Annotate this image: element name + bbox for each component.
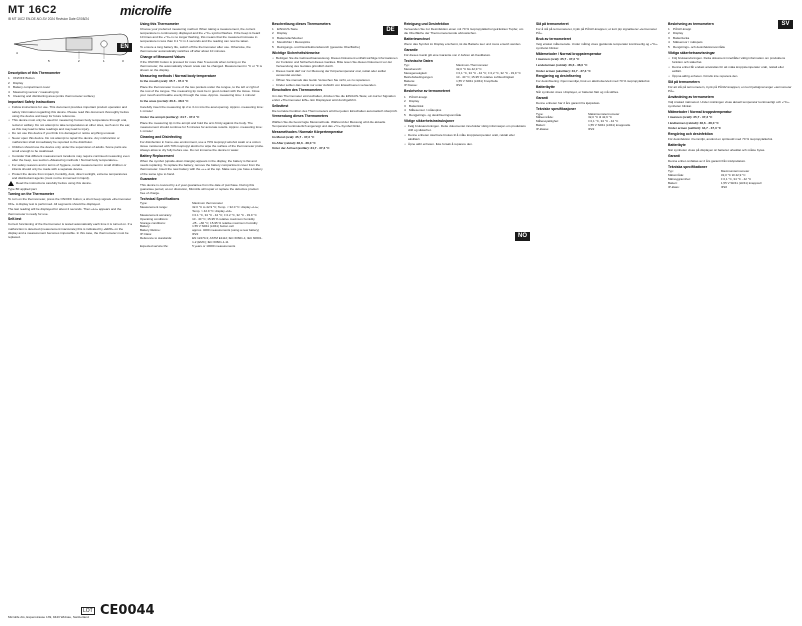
method-rectal-desc: Carefully insert the measuring tip 2 to 3 cm into the anal opening. Approx. measuring time: 1 minute!: [140, 104, 264, 114]
no-axillary: Under armen (aksillær): 34,7 - 37,3 °C: [536, 68, 591, 73]
part-item: 1 ON/OFF Button: [8, 76, 35, 81]
methods-title: Measuring methods / Normal body temperature: [140, 74, 217, 79]
safety-item: • Följ bruksanvisningen. Detta dokument innehåller viktig information om produktens funktion och säkerhet.: [668, 56, 794, 64]
de-safety-title: Wichtige Sicherheitshinweise: [272, 50, 320, 55]
sv-methods-title: Mätmetoder / Normal kroppstemperatur: [668, 109, 732, 114]
safety-item: • For safety reasons and in terms of hygiene, rectal measurement in small children or infants should only be made with a separate device.: [8, 163, 132, 171]
spec-row: Storage conditions: -25 - +60 °C; 15-95 % relative maximum humidity: [140, 220, 258, 225]
de-specs-title: Technische Daten: [404, 58, 433, 63]
spec-row: Type: Maksimumstermometer: [536, 111, 620, 116]
sv-description-title: Beskrivning av termometern: [668, 21, 714, 26]
spec-row: Målenøyaktighet: ± 0,1 °C, 34 °C - 42 °C: [536, 119, 619, 124]
method-rectal: In the anus (rectal): 36.6 - 38.0 °C: [140, 99, 189, 104]
battery-title: Battery Replacement: [140, 153, 174, 158]
safety-item: • Never open this device. Do not attempt to repair the device. Any misfunction or malfunction shall immediately be reported to the distributor.: [8, 136, 132, 144]
spec-row: Batteri: 1,55 V SR41 (LR41) knappcell: [668, 181, 762, 186]
spec-row: Batterie: 1,55 V SR41 (LR41) Knopfzelle: [404, 78, 498, 83]
safety-item: • Öffnen Sie niemals das Gerät. Versuchen Sie nicht, es zu reparieren.: [272, 78, 398, 82]
specs-table: [140, 202, 264, 249]
no-specs-table: [536, 113, 660, 133]
part-item: 3 Batterilucka: [668, 35, 690, 40]
thermometer-drawing: [8, 22, 132, 68]
turning-on-text: To turn on the thermometer, press the ON/OFF button; a short beep signals «thermometer ON». A display test is performed. All segments should be displayed.: [8, 197, 132, 206]
spec-row: IP Klasse: IP22: [404, 82, 463, 87]
de-specs-table: [404, 64, 528, 87]
de-warranty-text: Für dieses Gerät gilt eine Garantie von 2 Jahren ab Kaufdatum.: [404, 52, 492, 57]
spec-row: Måleområde: 32,0 °C til 42,9 °C: [536, 115, 612, 120]
warning-icon: [8, 181, 14, 186]
part-item: 3 Batteriefachdeckel: [272, 35, 303, 40]
part-item: 2 Display: [272, 31, 288, 36]
spec-row: Messbereich: 32,0 °C bis 42,9 °C: [404, 66, 482, 71]
cleaning-text: For disinfection in home-use environment, use a 70% isopropyl alcohol swab or a cotton tissue moistened with 70% isopropyl alcohol to wipe the surface of the thermometer probe. Always allow to dry fully before use. Do not immerse the device in water.: [140, 139, 264, 153]
sv-use-text: Välj önskad mätmetod. Under mätningen visas aktuell temperatur kontinuerligt och «°C»-symbolen blinkar.: [668, 99, 790, 108]
using-text: Choose your preferred measuring method. When taking a measurement, the current temperature is continuously displayed and the «°C» symbol flashes. If the beep is heard 10 times and the «°C» is no longer flashing, this means that the measured increase in temperature is less than 0.1 °C in 4 seconds and the reading can now be taken.: [140, 26, 261, 44]
de-use-text: Wählen Sie die bevorzugte Messmethode. Während der Messung wird die aktuelle Temperatur kontinuierlich angezeigt und das «°C»-Symbol blinkt.: [272, 119, 386, 128]
sv-warranty-text: Denna enhet omfattas av 2 års garanti från inköpsdatum.: [668, 159, 747, 164]
column-en-1: [8, 20, 132, 618]
safety-item: • Öppna aldrig enheten. Försök inte reparera den.: [668, 74, 794, 78]
part-item: 3 Battery compartment cover: [8, 85, 51, 90]
part-item: 1 PÅ/AV-knapp: [668, 26, 692, 31]
no-use-text: Velg ønsket målemetode. Under måling vises gjeldende temperatur kontinuerlig og «°C»-symbolet blinker.: [536, 41, 658, 51]
battery-note: To ensure a long battery life, switch off the thermometer after use. Otherwise, the thermometer automatically switches off after about 10 minutes.: [140, 45, 251, 54]
no-warranty-title: Garanti: [536, 96, 548, 101]
de-selftest-title: Selbsttest: [272, 103, 289, 108]
safety-item: • Protect the device from impact, humidity, dust, direct sunlight, extreme temperatures and disinfectant agents (must not be immersed in liquid).: [8, 172, 132, 180]
svg-text:2: 2: [78, 59, 80, 63]
part-item: 4 Mätsensor / mätspets: [668, 40, 703, 45]
sv-on-text: För att slå på termometern, tryck på PÅ/AV-knappen; en kort ljudsignal anger «termometer PÅ».: [668, 84, 792, 93]
sv-oral: I munnen (oralt): 35,7 - 37,3 °C: [668, 114, 713, 119]
read-instructions-note: Read the instructions carefully before using this device.: [8, 181, 132, 185]
spec-row: Messgenauigkeit: ± 0,1 °C, 34 °C - 42 °C; ± 0,2 °C, 32 °C - 33,9 °C: [404, 70, 521, 75]
specs-title: Technical Specifications: [140, 196, 180, 201]
de-axillary: Unter der Achsel (axillar): 34,7 - 37,3 °C: [272, 146, 330, 151]
svg-text:1: 1: [103, 59, 105, 63]
safety-item: • Do not use this device if you think it is damaged or notice anything unusual.: [8, 131, 132, 135]
using-title: Using this Thermometer: [140, 21, 179, 26]
part-item: 2 Display: [668, 31, 684, 36]
ce-mark: CE0044: [100, 603, 155, 618]
sv-cleaning-title: Rengöring och desinfektion: [668, 132, 713, 137]
safety-item: • Consider that different measurement locations may require continued measuring even after the beep, see section «Measuring methods / Normal body temperature».: [8, 154, 132, 162]
sv-use-title: Användning av termometern: [668, 94, 714, 99]
no-cleaning-text: For desinfisering i hjemmemiljø, bruk en alkoholserviett med 70 % isopropylalkohol.: [536, 79, 651, 84]
part-item: 4 Målesensor / målespiss: [404, 108, 442, 113]
column-sv: [668, 20, 794, 618]
de-methods-title: Messmethoden / Normale Körpertemperatur: [272, 129, 343, 134]
cleaning-title: Cleaning and Disinfecting: [140, 134, 182, 139]
brand-logo: microlife: [120, 3, 172, 18]
part-item: 2 Display: [404, 99, 420, 104]
important-title: Important Safety Instructions: [8, 100, 56, 105]
self-test-title: Self-test: [8, 217, 22, 222]
description-title: Description of this Thermometer: [8, 71, 61, 75]
column-no: [536, 20, 660, 618]
method-axillary-desc: Place the measuring tip in the armpit and hold the arm firmly against the body. The measurement should continue for 5 minutes for accurate results. Approx. measuring time: 1 minute!: [140, 120, 263, 133]
sv-warranty-title: Garanti: [668, 154, 680, 159]
change-scale-text: If the ON/OFF button is pressed for more than 5 seconds when turning on the thermometer, the automatically shown scale can be changed. Measurement in °C or °F is shown on the display.: [140, 60, 262, 73]
document-reference: IB MT 16C2 EN-DE-NO-SV 2024 Revision Date 02/08/24: [8, 17, 89, 21]
language-badge-no: NO: [515, 232, 530, 241]
no-oral: I munnen (oral): 35,7 - 37,3 °C: [536, 57, 580, 62]
de-on-title: Einschalten des Thermometers: [272, 88, 323, 93]
no-description-title: Beskrivelse av termometeret: [404, 89, 451, 94]
no-warranty-text: Denne enheten har 2 års garanti fra kjøpsdato.: [536, 101, 601, 106]
no-safety-title: Viktige sikkerhetsinstruksjoner: [404, 118, 455, 123]
spec-row: Betriebsbedingungen: 10 - 40 °C; 15-95 % relative Luftfeuchtigkeit: [404, 74, 514, 79]
de-battery-title: Batteriewechsel: [404, 36, 430, 41]
part-item: 5 Reinigungs- und Desinfektionsbereich (gesamte Oberfläche): [272, 44, 360, 49]
safety-item: • Denna enhet får endast användas för att mäta kroppstemperatur oralt, rektalt eller axillärt.: [668, 65, 794, 73]
svg-text:5: 5: [48, 59, 50, 63]
column-de-2: [404, 20, 528, 618]
no-use-title: Bruk av termometeret: [536, 36, 572, 41]
spec-row: Battery lifetime: approx. 4000 measurements (using a new battery): [140, 228, 260, 233]
warranty-text: This device is covered by a 2 year guarantee from the date of purchase. During this guarantee period, at our discretion, Microlife will repair or replace the defective product free of charge.: [140, 182, 259, 195]
spec-row: Battery: 1.55 V SR41 (LR41) button cell: [140, 224, 234, 229]
method-axillary: Under the armpit (axillary): 34.7 - 37.3 °C: [140, 114, 200, 119]
no-battery-text: Når symbolet vises i displayet, er batteriet flatt og må skiftes.: [536, 90, 620, 95]
de-cleaning-text: Verwenden Sie zur Desinfektion einen mit 70 % Isopropylalkohol getränkten Tupfer, um die Oberfläche der Thermometersonde abzuwischen.: [404, 26, 524, 35]
no-battery-title: Batteribytte: [536, 85, 555, 90]
safety-item: • Åpne aldri enheten. Ikke forsøk å reparere den.: [404, 142, 528, 146]
part-item: 1 PÅ/AV-knapp: [404, 94, 428, 99]
de-description-title: Beschreibung dieses Thermometers: [272, 21, 331, 26]
spec-row: Typ: Maximum-Thermometer: [404, 63, 489, 68]
sv-safety-title: Viktiga säkerhetsanvisningar: [668, 50, 715, 55]
de-warranty-title: Garantie: [404, 47, 418, 52]
spec-row: Measurement range: 32.0 °C to 42.9 °C; Temp. < 32.0 °C: display «Lo»; Temp. > 42.9 °C: display «Hi»: [140, 204, 259, 213]
de-rectal: Im After (rektal): 36,6 - 38,0 °C: [272, 140, 316, 145]
spec-row: Type: Maximum thermometer: [140, 201, 223, 206]
warranty-title: Guarantee: [140, 177, 157, 182]
safety-item: • Følg bruksanvisningen. Dette dokumentet inneholder viktig informasjon om produktets drift og sikkerhet.: [404, 124, 528, 132]
method-oral: In the mouth (oral): 35.7 - 37.3 °C: [140, 79, 189, 84]
de-battery-text: Wenn das Symbol im Display erscheint, ist die Batterie leer und muss ersetzt werden.: [404, 41, 522, 46]
column-de-1: [272, 20, 398, 618]
lot-symbol: LOT: [83, 608, 93, 614]
part-item: 5 Rengjørings- og desinfiseringsområde: [404, 112, 462, 117]
part-item: 4 Measuring sensor / measuring tip: [8, 89, 59, 94]
svg-text:3: 3: [122, 59, 124, 63]
safety-item: • Befolgen Sie die Gebrauchsanweisung. Dieses Dokument enthält wichtige Informationen zur Funktion und Sicherheit dieses Gerätes. Bitte lesen Sie dieses Dokument vor der Verwendung des Gerätes gründlich durch.: [272, 56, 398, 68]
sv-battery-title: Batteribyte: [668, 143, 686, 148]
self-test-text: Correct functioning of the thermometer is tested automatically each time it is turned on. If a malfunction is detected (measurement inaccurate) this is indicated by «ERR» on the display and a measurement becomes impossible. In this case, the thermometer must be replaced.: [8, 222, 132, 239]
spec-row: Reference to standards: EN 12470-3; ASTM E1112; IEC 60601-1; IEC 60601-1-2 (EMC); IEC 60601-1-11: [140, 236, 263, 245]
part-item: 2 Display: [8, 80, 24, 85]
sv-axillary: Under armen (axillärt): 34,7 - 37,3 °C: [668, 126, 721, 131]
no-cleaning-title: Rengjøring og desinfisering: [536, 74, 582, 79]
spec-row: Expected service life: 5 years or 10000 measurements: [140, 244, 236, 248]
model-name: MT 16C2: [8, 4, 57, 16]
part-item: 5 Rengörings- och desinfektionsområde: [668, 44, 726, 49]
part-item: 5 Cleaning and disinfecting area (entire thermometer surface): [8, 94, 95, 99]
part-item: 4 Messfühler / Messspitze: [272, 40, 311, 45]
memory-text: The last reading will be displayed for about 2 seconds. Then «Lo» appears and the thermometer is ready for use.: [8, 207, 122, 216]
spec-row: Mätnoggrannhet: ± 0,1 °C, 34 °C - 42 °C: [668, 177, 752, 182]
spec-row: IP Class: IP22: [140, 232, 199, 237]
language-badge-de: DE: [383, 26, 398, 35]
safety-item: • Follow instructions for use. This document provides important product operation and safety information regarding this device. Please read this document thoroughly before using the device and keep for future reference.: [8, 105, 132, 117]
sv-cleaning-text: För desinfektion i hemmiljö, använd en spritsudd med 70 % isopropylalkohol.: [668, 137, 774, 142]
sv-specs-title: Tekniska specifikationer: [668, 165, 708, 170]
svg-text:4: 4: [16, 51, 18, 55]
sv-specs-table: [668, 170, 794, 190]
spec-row: Mätområde: 32,0 °C till 42,9 °C: [668, 173, 746, 178]
safety-item: • Denne enheten skal bare brukes til å måle kroppstemperatur oralt, rektalt eller aksillært.: [404, 133, 528, 141]
safety-item: • Dieses Gerät darf nur zur Messung der Körpertemperatur oral, rektal oder axillar verwendet werden.: [272, 69, 398, 77]
turning-on-title: Turning on the Thermometer: [8, 192, 55, 197]
no-specs-title: Tekniske spesifikasjoner: [536, 107, 576, 112]
battery-text: When the symbol (upside-down triangle) appears in the display, the battery is flat and needs replacing. To replace the battery, remove the battery compartment cover from the thermometer. Insert the new battery with the «+» at the top. Make sure you have a battery of the same type to hand.: [140, 159, 263, 176]
safety-item: • This device must only be used for measuring human body temperature through oral, rectal or axillary. Do not attempt to take temperatures at other sites, such as in the ear, as this may lead to false readings and may lead to injury.: [8, 118, 132, 130]
de-on-text: Um das Thermometer einzuschalten, drücken Sie die EIN/AUS-Taste; ein kurzer Signalton ertönt «Thermometer EIN». Ein Displaytest wird durchgeführt.: [272, 93, 396, 102]
spec-row: Typ: Maximumtermometer: [668, 169, 750, 174]
part-item: 3 Batterilokk: [404, 103, 424, 108]
thermometer-illustration: [8, 22, 132, 68]
sv-on-title: Slå på termometern: [668, 79, 700, 84]
spec-row: Measurement accuracy: ± 0.1 °C, 34 °C - 42 °C; ± 0.2 °C, 32 °C - 33.9 °C: [140, 212, 257, 217]
method-oral-desc: Place the thermometer in one of the two pockets under the tongue, to the left or right of the root of the tongue. The measuring tip must be in good contact with the tissue. Close your mouth and breathe evenly through the nose. Approx. measuring time: 1 minute!: [140, 85, 260, 98]
safety-item: • Children should use the device only under the supervision of adults. Some parts are small enough to be swallowed.: [8, 145, 132, 153]
de-use-title: Verwendung dieses Thermometers: [272, 114, 329, 119]
no-on-title: Slå på termometeret: [536, 21, 569, 26]
no-on-text: For å slå på termometeret, trykk på PÅ/AV-knappen; et kort pip signaliserer «termometer PÅ».: [536, 26, 657, 35]
language-badge-en: EN: [117, 43, 132, 52]
de-selftest-text: Die korrekte Funktion des Thermometers wird bei jedem Einschalten automatisch überprüft.: [272, 108, 398, 113]
no-rectal: I endetarmen (rektal): 36,6 - 38,0 °C: [536, 62, 588, 67]
sv-rectal: I ändtarmen (rektalt): 36,6 - 38,0 °C: [668, 120, 719, 125]
spec-row: IP-klasse: IP22: [536, 127, 595, 132]
column-en-2: [140, 20, 264, 618]
change-scale-title: Change of Measured Values: [140, 54, 186, 59]
de-cleaning-title: Reinigung und Desinfektion: [404, 21, 450, 26]
part-item: 1 EIN/AUS-Taste: [272, 26, 298, 31]
spec-row: Operating conditions: 10 - 40 °C; 15-95 % relative maximum humidity: [140, 216, 255, 221]
spec-row: IP-klass: IP22: [668, 185, 728, 190]
language-badge-sv: SV: [778, 20, 793, 29]
type-bf-note: Type BF applied part: [8, 186, 37, 191]
spec-row: Batteri: 1,55 V SR41 (LR41) knappcelle: [536, 123, 631, 128]
header: [8, 4, 89, 21]
safety-item: • Kinder sollten das Gerät nur unter Aufsicht von Erwachsenen verwenden.: [272, 83, 398, 87]
sv-battery-text: När symbolen visas på displayen är batteriet urladdat och måste bytas.: [668, 148, 766, 153]
manufacturer-footer: Microlife AG, Espenstrasse 139, 9443 Widnau, Switzerland: [8, 615, 89, 620]
no-methods-title: Målemetoder / Normal kroppstemperatur: [536, 51, 602, 56]
de-oral: Im Mund (oral): 35,7 - 37,3 °C: [272, 134, 315, 139]
